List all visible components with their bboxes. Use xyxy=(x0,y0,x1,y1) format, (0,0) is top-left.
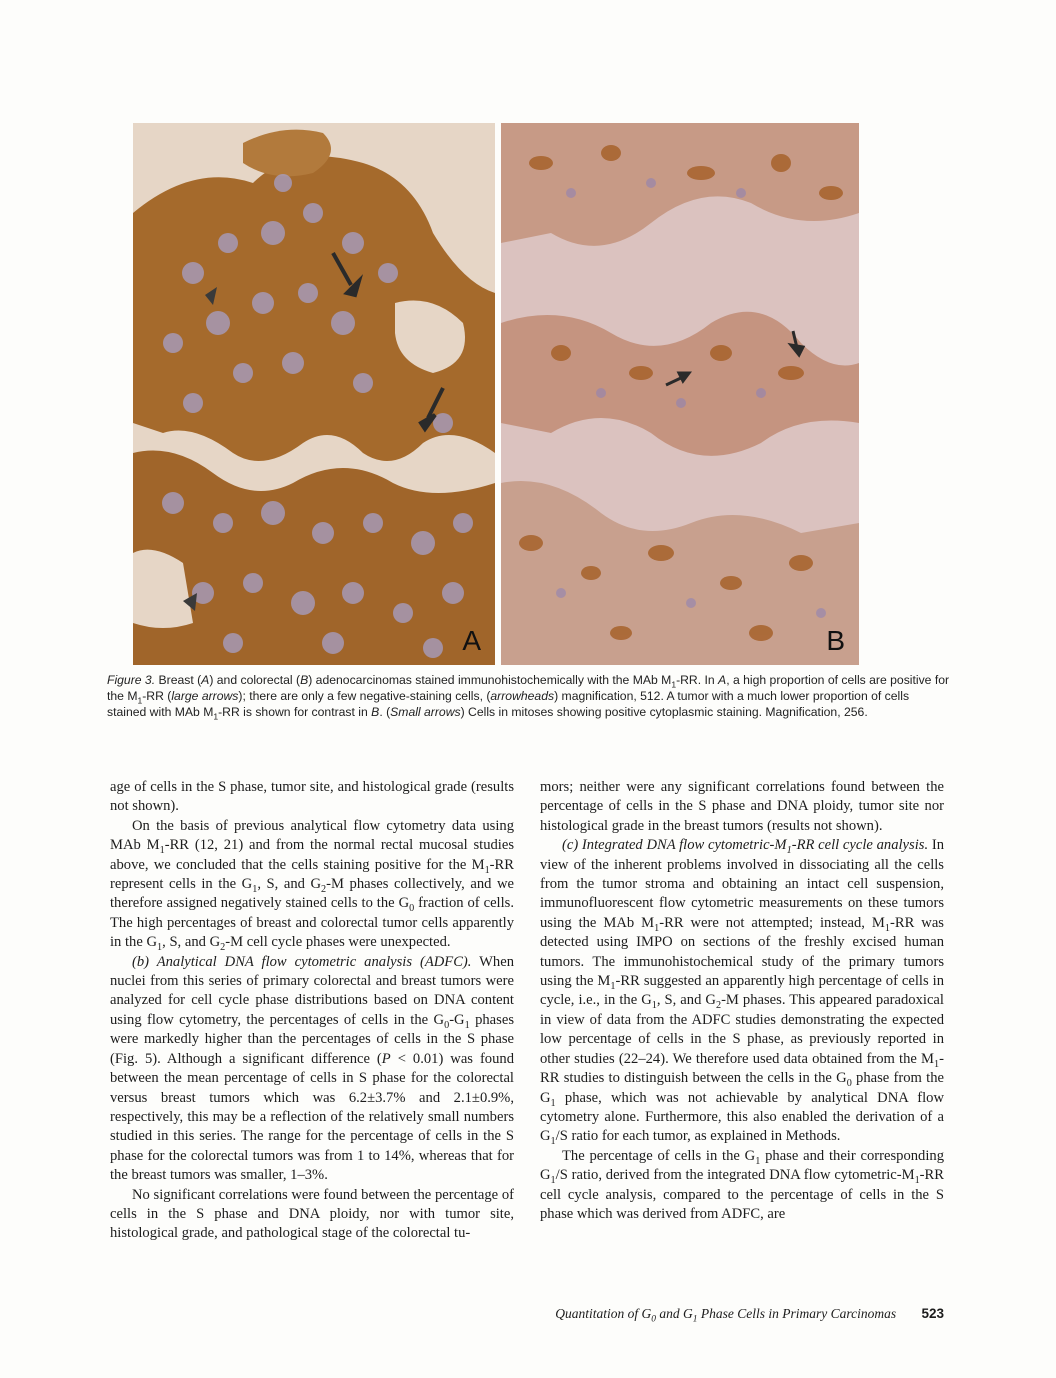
right-text-column xyxy=(540,778,944,1224)
paragraph: On the basis of previous analytical flow cytometry data using MAb $M_1-RR$ (12, 21) and from the normal rectal mucosal studies above, we concluded that the cells staining positive for the $M_1-RR$ represent cells in the $G_1$, S, and $G_2-M$ phases collectively, and we therefore assigned negatively stained cells to the $G_0$ fraction of cells. The high percentages of breast and colorectal tumor cells apparently in the $G_1$, S, and $G_2-M$ cell cycle phases were unexpected. xyxy=(110,817,514,954)
paragraph: The percentage of cells in the $G_1$ phase and their corresponding $G_1/S$ ratio, derived from the integrated DNA flow cytometric-$M_1-RR$ cell cycle analysis, compared to the percentage of cells in the S phase which was derived from ADFC, are xyxy=(540,1147,944,1222)
colorectal-micrograph-image xyxy=(501,123,859,665)
paragraph: mors; neither were any significant correlations found between the percentage of cells in the S phase and DNA ploidy, tumor site nor histological grade in the breast tumors (results not shown). xyxy=(540,779,944,834)
caption-label: Figure 3. xyxy=(107,673,156,687)
paragraph: (c) Integrated DNA flow cytometric-$M_1-RR$ cell cycle analysis. In view of the inherent problems involved in dissociating all the cells from the tumor stroma and obtaining an intact cell suspension, immunofluorescent flow cytometric measurements on these tumors using the MAb $M_1-RR$ were not attempted; instead, $M_1-RR$ was detected using IMPO on sections of the freshly excised human tumors. The immunohistochemical study of the primary tumors using the $M_1-RR$ suggested an apparently high percentage of cells in cycle, i.e., in the $G_1$, S, and $G_2-M$ phases. This appeared paradoxical in view of data from the ADFC studies demonstrating the expected low percentage of cells in the S phase, as previously reported in other studies (22–24). We therefore used data obtained from the $M_1-RR$ studies to distinguish between the cells in the $G_0$ phase from the $G_1$ phase, which was not achievable by analytical DNA flow cytometry alone. Furthermore, this also enabled the derivation of a $G_1/S$ ratio for each tumor, as explained in Methods. xyxy=(540,837,945,1148)
page-number: 523 xyxy=(921,1306,944,1321)
left-text-column xyxy=(110,778,514,1244)
micrograph-panel-b xyxy=(501,123,859,665)
micrograph-panel-a xyxy=(133,123,495,665)
page-footer xyxy=(540,1306,944,1325)
paragraph: (b) Analytical DNA flow cytometric analysis (ADFC). When nuclei from this series of primary colorectal and breast tumors were analyzed for cell cycle phase distributions based on DNA content using flow cytometry, the percentages of cells in the $G_0-G_1$ phases were markedly higher than the percentages of cells in the S phase (Fig. 5). Although a significant difference (P < 0.01) was found between the mean percentage of cells in S phase for the colorectal versus breast tumors which was 6.2±3.7% and 2.1±0.9%, respectively, this may be a reflection of the relatively small numbers studied in this series. The range for the percentage of cells in the S phase for the colorectal tumors was from 1 to 14%, whereas that for the breast tumors was smaller, 1–3%. xyxy=(110,953,514,1184)
paragraph: age of cells in the S phase, tumor site, and histological grade (results not shown). xyxy=(110,779,514,815)
figure-caption xyxy=(107,672,951,720)
figure-3 xyxy=(133,123,859,665)
caption-text: Breast (A) and colorectal (B) adenocarcinomas stained immunohistochemically with the MAb $M_1-RR$. In A, a high proportion of cells are positive for the $M_1-RR$ (large arrows); there are only a few negative-staining cells, (arrowheads) magnification, 512. A tumor with a much lower proportion of cells stained with MAb $M_1-RR$ is shown for contrast in B. (Small arrows) Cells in mitoses showing positive cytoplasmic staining. Magnification, 256. xyxy=(107,673,950,722)
panel-b-label: B xyxy=(826,625,845,656)
breast-micrograph-image xyxy=(133,123,495,665)
paragraph: No significant correlations were found between the percentage of cells in the S phase and DNA ploidy, nor with tumor site, histological grade, and pathological stage of the colorectal tu- xyxy=(110,1186,514,1242)
panel-a-label: A xyxy=(462,625,481,656)
running-title: Quantitation of $G_0$ and $G_1$ Phase Cells in Primary Carcinomas xyxy=(555,1306,897,1325)
